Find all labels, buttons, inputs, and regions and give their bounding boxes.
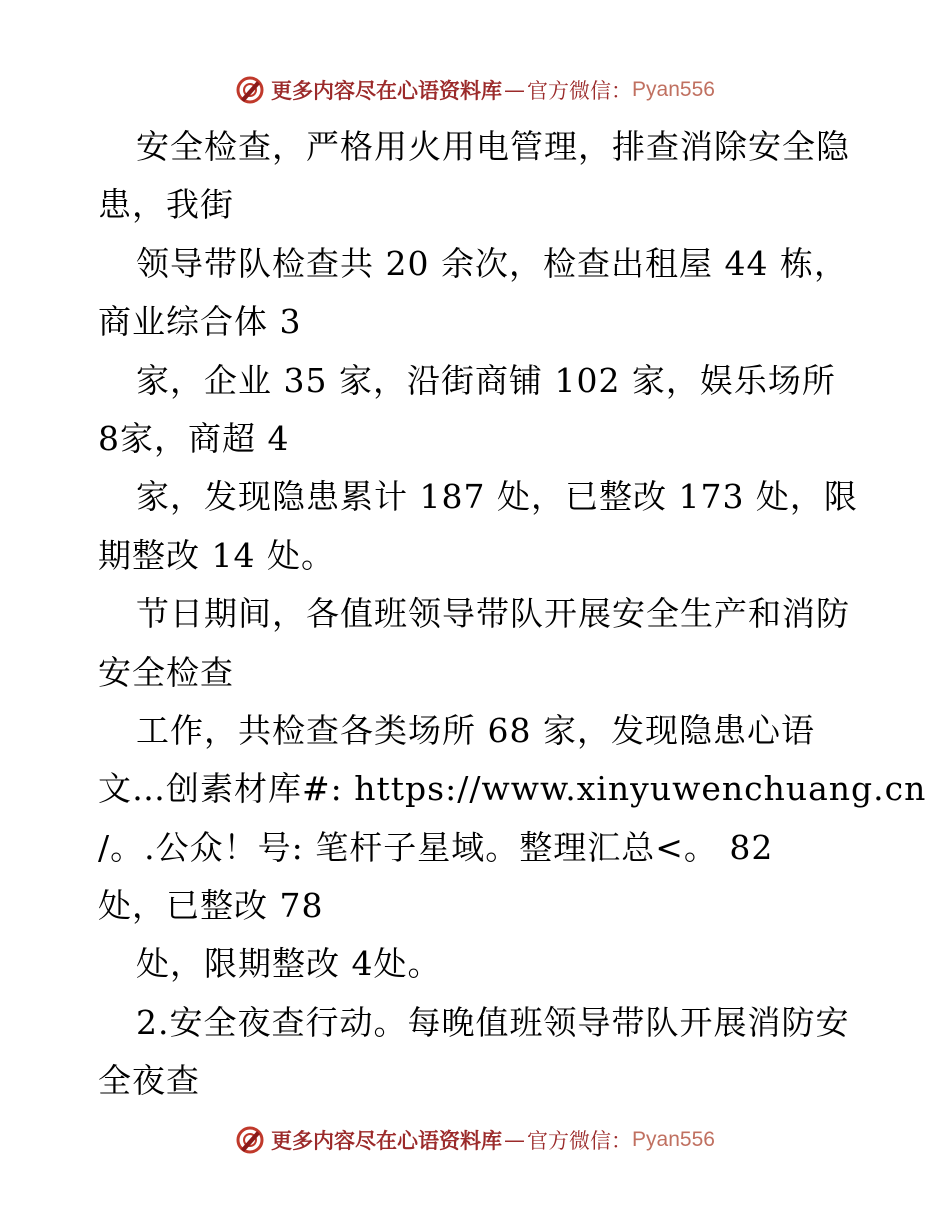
text-line: 家，企业 35 家，沿街商铺 102 家，娱乐场所 [136,360,836,400]
footer-banner [0,1120,950,1160]
banner-wechat-id: Pyan556 [632,1128,715,1151]
text-line: 安全检查 [98,652,234,692]
text-line: 期整改 14 处。 [98,535,335,575]
banner-wechat-label: 官方微信： [527,79,633,103]
text-line: 2.安全夜查行动。每晚值班领导带队开展消防安 [136,1002,850,1042]
banner-dash: — [504,78,526,102]
banner-site-text: 更多内容尽在心语资料库 [271,79,503,103]
banner-wechat-id: Pyan556 [632,78,715,101]
text-line: 8家，商超 4 [98,418,290,458]
document-body [98,118,927,1111]
text-line: 处，已整改 78 [98,886,324,926]
pen-circle-logo-icon [235,1125,265,1155]
text-line: 处，限期整改 4处。 [136,944,442,984]
text-line: 家，发现隐患累计 187 处，已整改 173 处，限 [136,477,858,517]
banner-site-text: 更多内容尽在心语资料库 [271,1129,503,1153]
pen-circle-logo-icon [235,75,265,105]
text-line: 患，我街 [98,185,234,225]
banner-dash: — [504,1128,526,1152]
text-line: 商业综合体 3 [98,302,302,342]
text-line: 领导带队检查共 20 余次，检查出租屋 44 栋， [136,243,848,283]
text-line: 全夜查 [98,1061,200,1101]
text-line: 工作，共检查各类场所 68 家，发现隐患心语 [136,710,815,750]
text-line: 文…创素材库#: https://www.xinyuwenchuang.cn [98,769,927,809]
banner-wechat-label: 官方微信： [527,1129,633,1153]
text-line: 节日期间，各值班领导带队开展安全生产和消防 [136,594,850,634]
text-line: 安全检查，严格用火用电管理，排查消除安全隐 [136,127,850,166]
header-banner [0,70,950,110]
text-line: /。.公众！号: 笔杆子星域。整理汇总<。 82 [98,827,774,867]
